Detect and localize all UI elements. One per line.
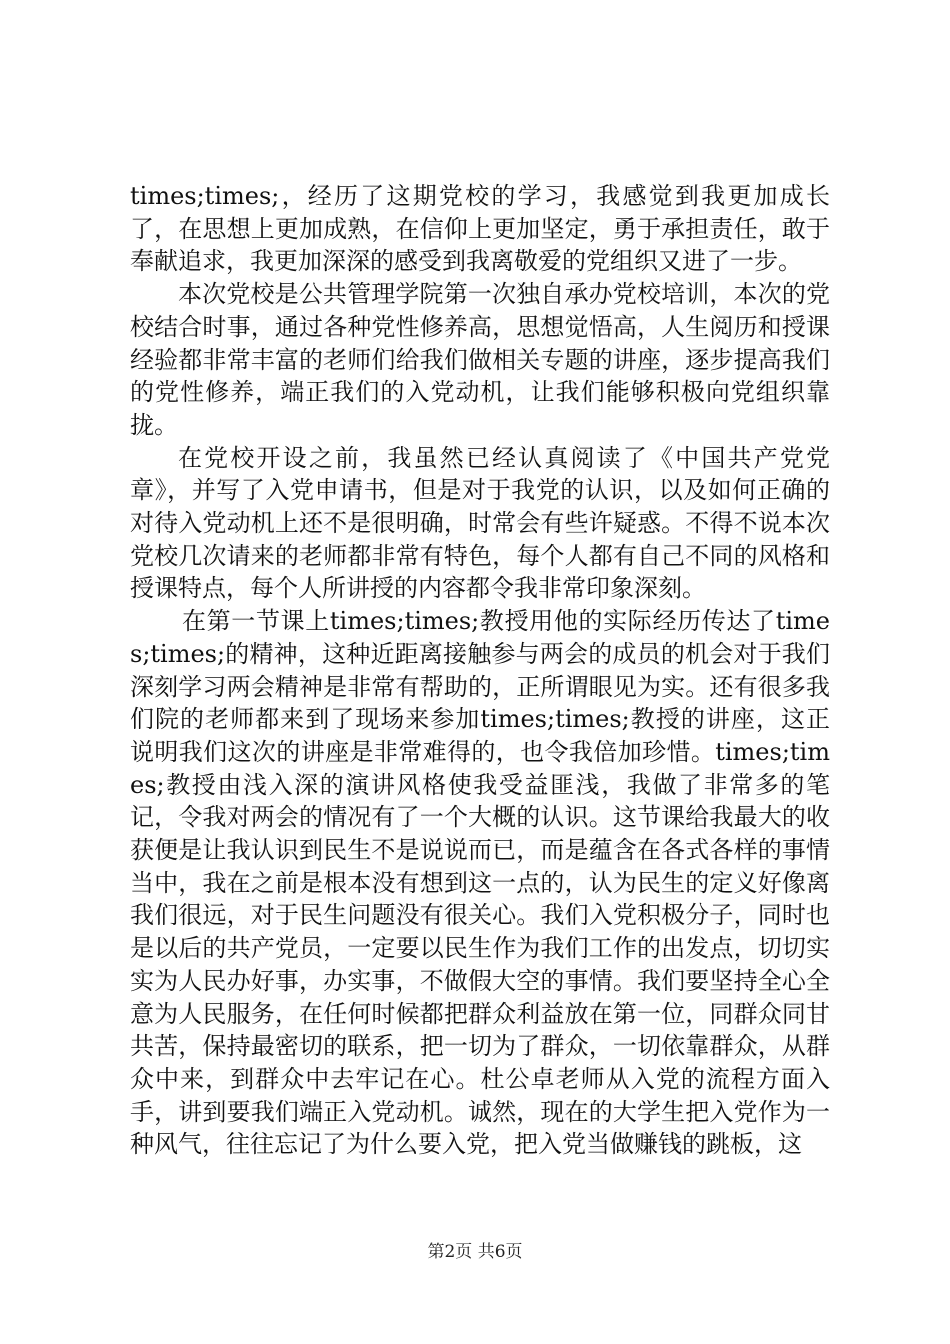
paragraph-4: 在第一节课上times;times;教授用他的实际经历传达了times;times;的精神，这种近距离接触参与两会的成员的机会对于我们深刻学习两会精神是非常有帮助的，正所谓眼见为实。还有很多我们院的老师都来到了现场来参加times;times;教授的讲座，这正说明我们这次的讲座是非常难得的，也令我倍加珍惜。times;times;教授由浅入深的演讲风格使我受益匪浅，我做了非常多的笔记，令我对两会的情况有了一个大概的认识。这节课给我最大的收获便是让我认识到民生不是说说而已，而是蕴含在各式各样的事情当中，我在之前是根本没有想到这一点的，认为民生的定义好像离我们很远，对于民生问题没有很关心。我们入党积极分子，同时也是以后的共产党员，一定要以民生作为我们工作的出发点，切切实实为人民办好事，办实事，不做假大空的事情。我们要坚持全心全意为人民服务，在任何时候都把群众利益放在第一位，同群众同甘共苦，保持最密切的联系，把一切为了群众，一切依靠群众，从群众中来，到群众中去牢记在心。杜公卓老师从入党的流程方面入手，讲到要我们端正入党动机。诚然，现在的大学生把入党作为一种风气，往往忘记了为什么要入党，把入党当做赚钱的跳板，这 bbox=[130, 607, 830, 1159]
document-body bbox=[130, 180, 830, 1161]
page-footer bbox=[0, 1241, 950, 1263]
page-number: 第2页 共6页 bbox=[427, 1242, 523, 1262]
paragraph-2: 本次党校是公共管理学院第一次独自承办党校培训，本次的党校结合时事，通过各种党性修养高，思想觉悟高，人生阅历和授课经验都非常丰富的老师们给我们做相关专题的讲座，逐步提高我们的党性修养，端正我们的入党动机，让我们能够积极向党组织靠拢。 bbox=[130, 280, 830, 439]
paragraph-3: 在党校开设之前，我虽然已经认真阅读了《中国共产党党章》，并写了入党申请书，但是对于我党的认识，以及如何正确的对待入党动机上还不是很明确，时常会有些许疑惑。不得不说本次党校几次请来的老师都非常有特色，每个人都有自己不同的风格和授课特点，每个人所讲授的内容都令我非常印象深刻。 bbox=[130, 443, 830, 603]
paragraph-1: times;times;，经历了这期党校的学习，我感觉到我更加成长了，在思想上更加成熟，在信仰上更加坚定，勇于承担责任，敢于奉献追求，我更加深深的感受到我离敬爱的党组织又进了一步。 bbox=[130, 182, 830, 276]
